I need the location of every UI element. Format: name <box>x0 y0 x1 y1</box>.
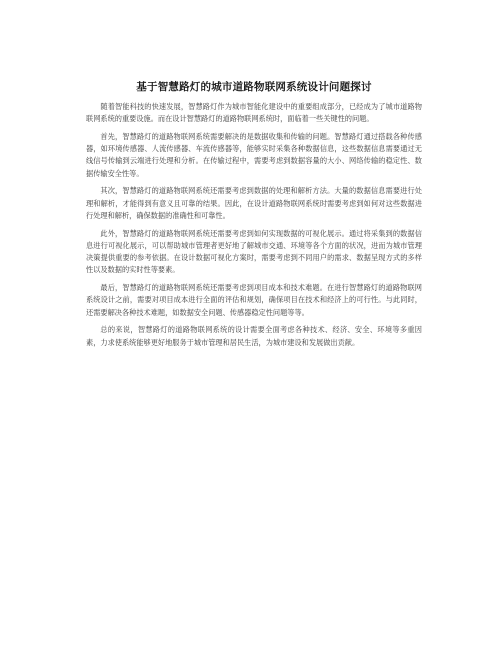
paragraph-data-processing: 其次，智慧路灯的道路物联网系统还需要考虑到数据的处理和解析方法。大量的数据信息需要进行处理和解析，才能得到有意义且可靠的结果。因此，在设计道路物联网系统时需要考虑到如何对这些数据进行处理和解析，确保数据的准确性和可靠性。 <box>86 186 422 220</box>
document-body <box>86 80 422 354</box>
document-title: 基于智慧路灯的城市道路物联网系统设计问题探讨 <box>136 81 372 93</box>
paragraph-intro: 随着智能科技的快速发展，智慧路灯作为城市智能化建设中的重要组成部分，已经成为了城市道路物联网系统的重要设施。而在设计智慧路灯的道路物联网系统时，面临着一些关键性的问题。 <box>86 102 422 124</box>
paragraph-data-collection: 首先，智慧路灯的道路物联网系统需要解决的是数据收集和传输的问题。智慧路灯通过搭载各种传感器，如环境传感器、人流传感器、车流传感器等，能够实时采集各种数据信息，这些数据信息需要通过无线信号传输到云端进行处理和分析。在传输过程中，需要考虑到数据容量的大小、网络传输的稳定性、数据传输安全性等。 <box>86 131 422 178</box>
paragraph-conclusion: 总的来说，智慧路灯的道路物联网系统的设计需要全面考虑各种技术、经济、安全、环境等多重因素，力求使系统能够更好地服务于城市管理和居民生活，为城市建设和发展做出贡献。 <box>86 325 422 347</box>
paragraph-visualization: 此外，智慧路灯的道路物联网系统还需要考虑到如何实现数据的可视化展示。通过将采集到的数据信息进行可视化展示，可以帮助城市管理者更好地了解城市交通、环境等各个方面的状况，进而为城市管理决策提供重要的参考依据。在设计数据可视化方案时，需要考虑到不同用户的需求、数据呈现方式的多样性以及数据的实时性等要素。 <box>86 228 422 275</box>
paragraph-cost-technology: 最后，智慧路灯的道路物联网系统还需要考虑到项目成本和技术难题。在进行智慧路灯的道路物联网系统设计之前，需要对项目成本进行全面的评估和规划，确保项目在技术和经济上的可行性。与此同时，还需要解决各种技术难题，如数据安全问题、传感器稳定性问题等等。 <box>86 283 422 317</box>
